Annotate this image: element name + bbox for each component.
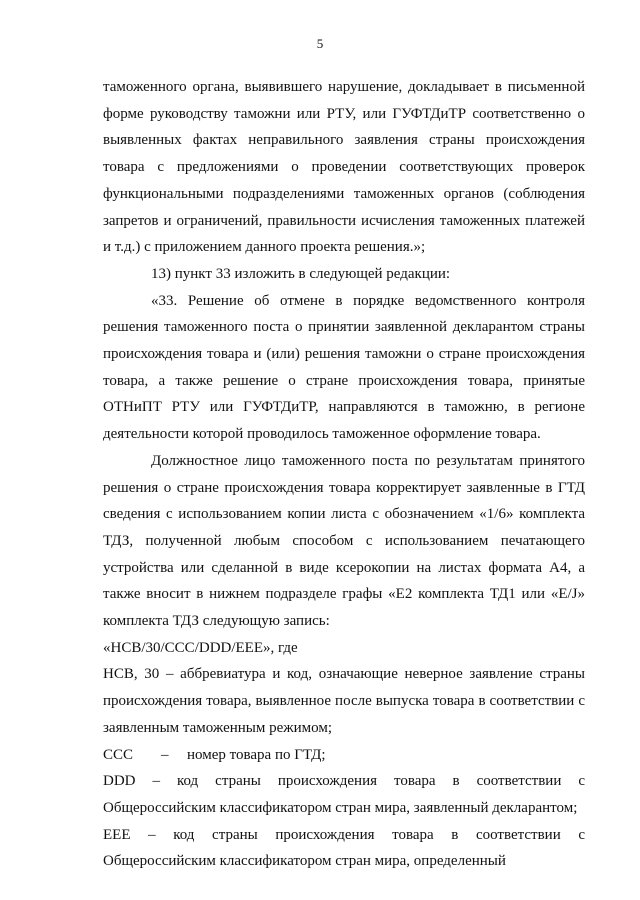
definition-ddd: DDD – код страны происхождения товара в соответствии с Общероссийским классификатором стран мира, заявленный декларантом; xyxy=(103,773,585,816)
paragraph-official-duties: Должностное лицо таможенного поста по результатам принятого решения о стране происхождения товара корректирует заявленные в ГТД сведения с использованием копии листа с обозначением «1/6» комплекта ТДЗ, полученной любым способом с использованием печатающего устройства или сделанной в виде ксерокопии на листах формата А4, а также вносит в нижнем подразделе графы «Е2 комплекта ТД1 или «E/J» комплекта ТДЗ следующую запись: xyxy=(103,452,585,630)
paragraph-record-format: «НСВ/30/CCC/DDD/EEE», где xyxy=(103,639,298,656)
document-body xyxy=(103,74,585,875)
paragraph-item-13: 13) пункт 33 изложить в следующей редакции: xyxy=(151,265,451,282)
definition-ccc xyxy=(103,742,585,769)
definition-ccc-dash: – xyxy=(161,746,169,763)
paragraph-continuation: таможенного органа, выявившего нарушение, докладывает в письменной форме руководству таможни или РТУ, или ГУФТДиТР соответственно о выявленных фактах неправильного заявления страны происхождения товара с предложениями о проведении соответствующих проверок функциональными подразделениями таможенных органов (соблюдения запретов и ограничений, правильности исчисления таможенных платежей и т.д.) с приложением данного проекта решения.»; xyxy=(103,79,585,256)
definition-nsv: НСВ, 30 – аббревиатура и код, означающие неверное заявление страны происхождения товара, выявленное после выпуска товара в соответствии с заявленным таможенным режимом; xyxy=(103,666,585,736)
definition-ccc-text: номер товара по ГТД; xyxy=(187,746,326,763)
page-number: 5 xyxy=(316,36,324,51)
definition-eee: ЕЕЕ – код страны происхождения товара в соответствии с Общероссийским классификатором стран мира, определенный xyxy=(103,826,585,870)
definition-ccc-code: ССС xyxy=(103,746,134,763)
paragraph-point-33: «33. Решение об отмене в порядке ведомственного контроля решения таможенного поста о принятии заявленной декларантом страны происхождения товара и (или) решения таможни о стране происхождения товара, а также решение о стране происхождения товара, принятые ОТНиПТ РТУ или ГУФТДиТР, направляются в таможню, в регионе деятельности которой проводилось таможенное оформление товара. xyxy=(103,292,585,443)
